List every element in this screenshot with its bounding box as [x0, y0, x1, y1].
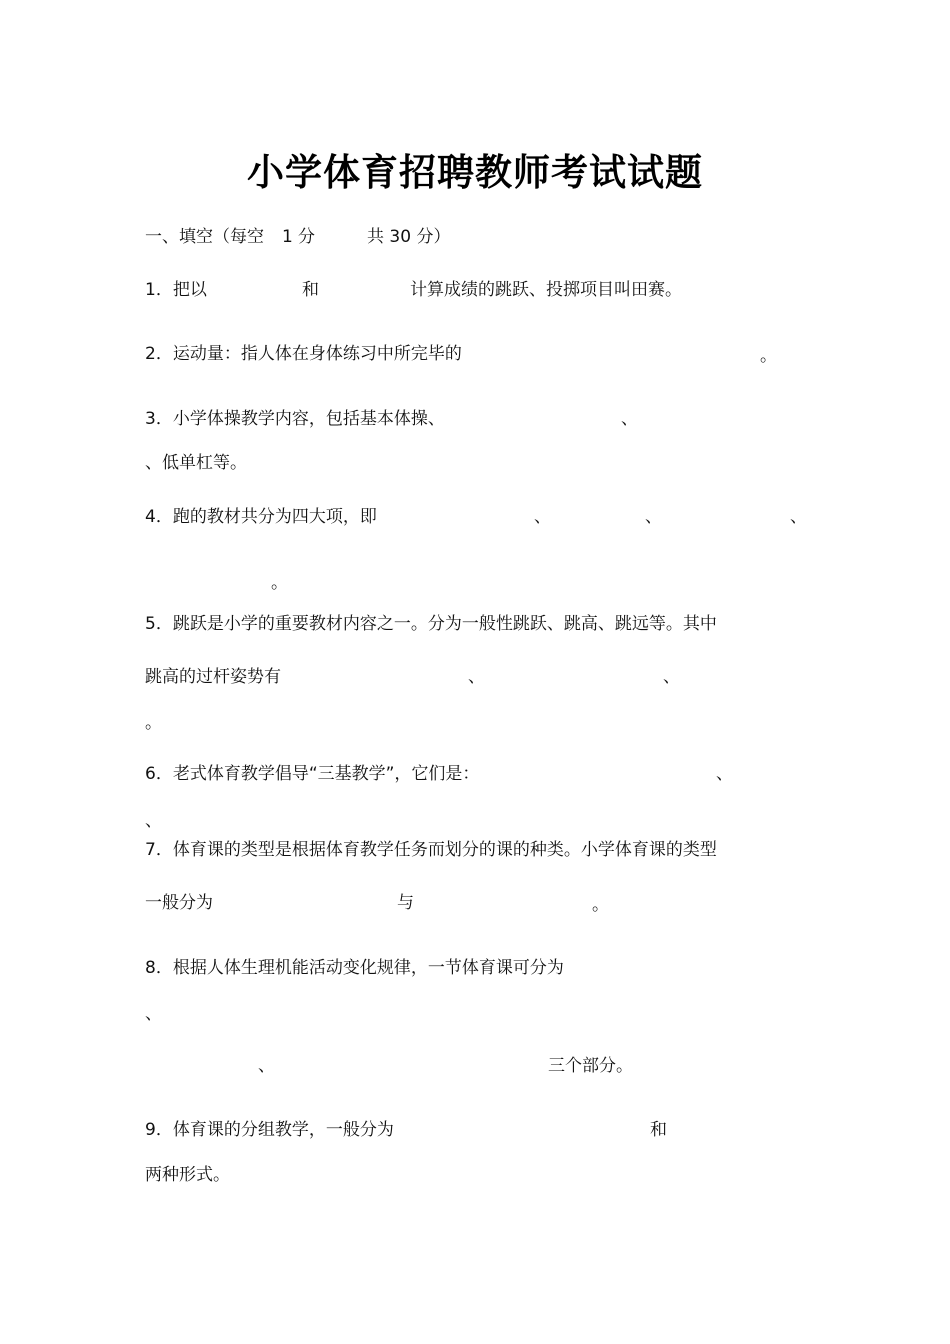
- question-8-separator-1: 、: [145, 1004, 162, 1024]
- question-5-line-2: 跳高的过杆姿势有: [145, 667, 281, 687]
- question-7-text: 7．体育课的类型是根据体育教学任务而划分的课的种类。小学体育课的类型: [145, 840, 717, 860]
- page-title: 小学体育招聘教师考试试题: [247, 150, 703, 194]
- question-9-tail: 两种形式。: [145, 1165, 230, 1185]
- question-4-separator-1: 、: [534, 507, 551, 527]
- section-total: 共 30 分）: [367, 227, 451, 247]
- question-3-separator: 、: [621, 409, 638, 429]
- section-heading: 一、填空（每空: [145, 227, 264, 247]
- question-7-line-2: 一般分为: [145, 893, 213, 913]
- question-5-separator-1: 、: [468, 667, 485, 687]
- question-9-text: 9．体育课的分组教学，一般分为: [145, 1120, 394, 1140]
- question-4-separator-2: 、: [645, 507, 662, 527]
- question-2-text: 2．运动量：指人体在身体练习中所完毕的: [145, 344, 462, 364]
- section-points-each: 1: [282, 227, 293, 247]
- question-3-tail: 、低单杠等。: [145, 453, 247, 473]
- question-7-connector: 与: [397, 893, 414, 913]
- question-4-separator-3: 、: [790, 507, 807, 527]
- question-3-text: 3．小学体操教学内容，包括基本体操、: [145, 409, 445, 429]
- question-4-period: 。: [271, 573, 288, 593]
- question-1-text: 1．把以: [145, 280, 207, 300]
- question-2-period: 。: [760, 346, 777, 366]
- question-5-period: 。: [145, 713, 162, 733]
- question-8-tail: 三个部分。: [548, 1056, 633, 1076]
- question-6-text: 6．老式体育教学倡导“三基教学”，它们是：: [145, 764, 480, 784]
- section-unit: 分: [298, 227, 315, 247]
- question-1-connector: 和: [302, 280, 319, 300]
- question-8-text: 8．根据人体生理机能活动变化规律，一节体育课可分为: [145, 958, 564, 978]
- question-7-period: 。: [592, 895, 609, 915]
- question-1-tail: 计算成绩的跳跃、投掷项目叫田赛。: [410, 280, 682, 300]
- question-4-text: 4．跑的教材共分为四大项，即: [145, 507, 377, 527]
- question-5-text: 5．跳跃是小学的重要教材内容之一。分为一般性跳跃、跳高、跳远等。其中: [145, 614, 717, 634]
- question-6-separator-1: 、: [716, 764, 733, 784]
- question-8-separator-2: 、: [258, 1056, 275, 1076]
- question-9-connector: 和: [650, 1120, 667, 1140]
- question-6-separator-2: 、: [145, 811, 162, 831]
- question-5-separator-2: 、: [663, 667, 680, 687]
